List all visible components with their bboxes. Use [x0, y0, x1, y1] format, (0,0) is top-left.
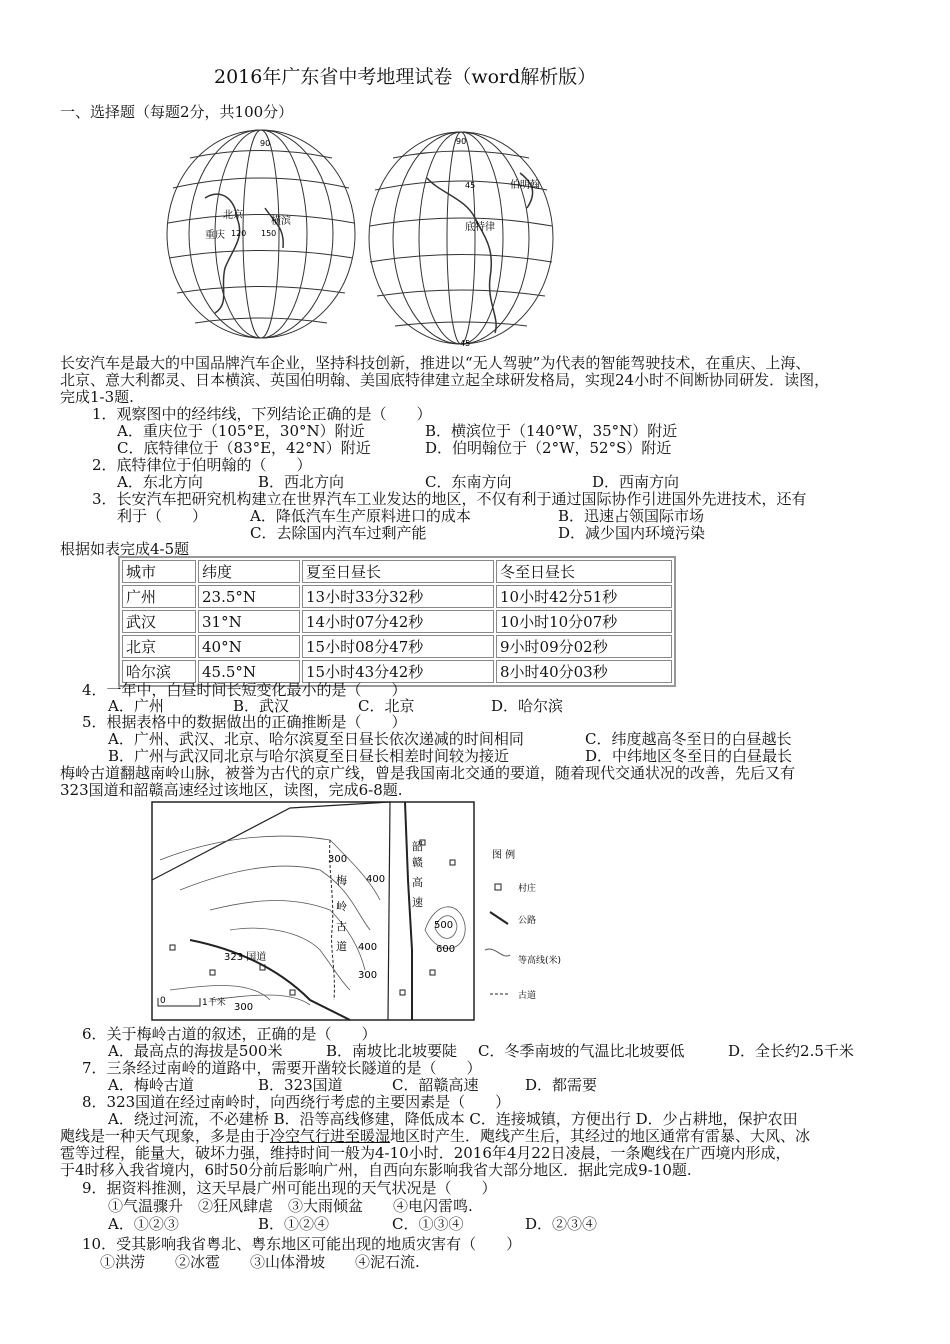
- table-cell: 广州: [122, 585, 196, 608]
- q1-option-b: B．横滨位于（140°W，35°N）附近: [425, 422, 678, 440]
- q1-option-d: D．伯明翰位于（2°W，52°S）附近: [425, 439, 672, 457]
- intro-text: 北京、意大利都灵、日本横滨、英国伯明翰、美国底特律建立起全球研发格局，实现24小时不间断协同研发．读图，: [60, 371, 830, 389]
- question-6-stem: 6．关于梅岭古道的叙述，正确的是（ ）: [82, 1025, 377, 1043]
- table-row: [122, 660, 672, 683]
- globe-right-label: 45: [465, 181, 476, 190]
- globe-left-label: 横滨: [271, 216, 291, 227]
- question-7-stem: 7．三条经过南岭的道路中，需要开凿较长隧道的是（ ）: [82, 1059, 482, 1077]
- intro-text: 于4时移入我省境内，6时50分前后影响广州，自西向东影响我省大部分地区．据此完成9-10题.: [60, 1161, 692, 1179]
- q10-items: ①洪涝 ②冰雹 ③山体滑坡 ④泥石流.: [100, 1253, 420, 1271]
- q9-option-b: B．①②④: [258, 1215, 330, 1233]
- contour-label: 300: [234, 1002, 254, 1013]
- globe-right-label: 底特律: [465, 222, 495, 233]
- q6-option-c: C．冬季南坡的气温比北坡要低: [478, 1042, 685, 1060]
- q4-option-b: B．武汉: [233, 697, 290, 715]
- q9-option-d: D．②③④: [525, 1215, 598, 1233]
- scale-label: 1千米: [202, 998, 226, 1008]
- table-cell: 14小时07分42秒: [302, 610, 494, 633]
- q9-option-a: A．①②③: [108, 1215, 179, 1233]
- globe-right-label: 45: [460, 339, 471, 348]
- page-title: 2016年广东省中考地理试卷（word解析版）: [214, 66, 597, 88]
- table-header: 纬度: [198, 560, 300, 583]
- legend-road: 公路: [518, 916, 537, 926]
- q1-option-a: A．重庆位于（105°E，30°N）附近: [117, 422, 365, 440]
- globe-left-label: 90: [260, 139, 271, 148]
- contour-label: 300: [358, 970, 378, 981]
- q3-option-c: C．去除国内汽车过剩产能: [250, 524, 427, 542]
- q7-option-c: C．韶赣高速: [392, 1076, 479, 1094]
- intro-text: 完成1-3题.: [60, 388, 134, 406]
- globe-left-label: 北京: [223, 210, 243, 221]
- q5-option-d: D．中纬地区冬至日的白昼最长: [585, 747, 793, 765]
- intro-text-part: 地区时产生．飑线产生后，其经过的地区通常有雷暴、大风、冰: [390, 1127, 811, 1145]
- table-cell: 13小时33分32秒: [302, 585, 494, 608]
- q1-option-c: C．底特律位于（83°E，42°N）附近: [117, 439, 371, 457]
- globe-left-label: 120: [231, 229, 247, 238]
- highway-label: 韶: [412, 840, 423, 853]
- intro-text-underlined: 冷空气行进至暖湿: [270, 1127, 391, 1145]
- highway-label: 高: [412, 876, 423, 889]
- table-cell: 45.5°N: [198, 660, 300, 683]
- globe-right-label: 伯明翰: [510, 180, 540, 191]
- table-row: [122, 610, 672, 633]
- q2-option-d: D．西南方向: [592, 473, 680, 491]
- globes-figure: [165, 128, 585, 350]
- q2-option-b: B．西北方向: [258, 473, 345, 491]
- table-cell: 8小时40分03秒: [496, 660, 672, 683]
- ancient-road-label: 梅: [336, 874, 347, 887]
- legend-title: 图 例: [492, 850, 516, 861]
- ancient-road-label: 道: [336, 940, 347, 953]
- ancient-road-label: 岭: [336, 900, 347, 913]
- table-row: [122, 635, 672, 658]
- q5-option-b: B．广州与武汉同北京与哈尔滨夏至日昼长相差时间较为接近: [108, 747, 510, 765]
- table-cell: 15小时43分42秒: [302, 660, 494, 683]
- scale-zero: 0: [160, 996, 166, 1006]
- globe-right-label: 90: [456, 137, 467, 146]
- q5-option-c: C．纬度越高冬至日的白昼越长: [585, 730, 792, 748]
- table-header: 冬至日昼长: [496, 560, 672, 583]
- contour-label: 400: [358, 942, 378, 953]
- q2-option-a: A．东北方向: [117, 473, 203, 491]
- question-10-stem: 10．受其影响我省粤北、粤东地区可能出现的地质灾害有（ ）: [82, 1235, 522, 1253]
- intro-text: [60, 1128, 810, 1145]
- q7-option-a: A．梅岭古道: [108, 1076, 194, 1094]
- table-header: 夏至日昼长: [302, 560, 494, 583]
- question-8-stem: 8．323国道在经过南岭时，向西绕行考虑的主要因素是（ ）: [82, 1093, 511, 1111]
- q4-option-c: C．北京: [358, 697, 415, 715]
- question-2-stem: 2．底特律位于伯明翰的（ ）: [92, 456, 312, 474]
- contour-label: 300: [328, 854, 348, 865]
- question-9-stem: 9．据资料推测，这天早晨广州可能出现的天气状况是（ ）: [82, 1179, 497, 1197]
- q4-option-a: A．广州: [108, 697, 164, 715]
- question-3-stem: 3．长安汽车把研究机构建立在世界汽车工业发达的地区，不仅有利于通过国际协作引进国外先进技术，还有: [92, 490, 807, 508]
- table-cell: 10小时10分07秒: [496, 610, 672, 633]
- table-cell: 31°N: [198, 610, 300, 633]
- q7-option-d: D．都需要: [525, 1076, 598, 1094]
- q6-option-d: D．全长约2.5千米: [728, 1042, 854, 1060]
- table-cell: 40°N: [198, 635, 300, 658]
- table-cell: 9小时09分02秒: [496, 635, 672, 658]
- q3-option-a: A．降低汽车生产原料进口的成本: [250, 507, 471, 525]
- q6-option-a: A．最高点的海拔是500米: [108, 1042, 283, 1060]
- q9-option-c: C．①③④: [392, 1215, 464, 1233]
- intro-text: 323国道和韶赣高速经过该地区，读图，完成6-8题.: [60, 781, 403, 799]
- road-323-label: 323 国道: [224, 952, 267, 963]
- table-cell: 武汉: [122, 610, 196, 633]
- table-cell: 北京: [122, 635, 196, 658]
- q8-options: A．绕过河流，不必建桥 B．沿等高线修建，降低成本 C．连接城镇，方便出行 D．少占耕地，保护农田: [108, 1110, 798, 1128]
- table-cell: 哈尔滨: [122, 660, 196, 683]
- intro-text: 雹等过程，能量大，破坏力强，维持时间一般为4-10小时．2016年4月22日凌晨，一条飑线在广西境内形成，: [60, 1144, 791, 1162]
- q3-option-d: D．减少国内环境污染: [558, 524, 706, 542]
- table-cell: 10小时42分51秒: [496, 585, 672, 608]
- q2-option-c: C．东南方向: [425, 473, 512, 491]
- contour-label: 400: [366, 874, 386, 885]
- q7-option-b: B．323国道: [258, 1076, 343, 1094]
- highway-label: 赣: [412, 856, 423, 869]
- table-header: 城市: [122, 560, 196, 583]
- section-heading: 一、选择题（每题2分，共100分）: [60, 103, 294, 121]
- ancient-road-label: 古: [336, 920, 347, 933]
- intro-text: 长安汽车是最大的中国品牌汽车企业，坚持科技创新，推进以“无人驾驶”为代表的智能驾驶技术，在重庆、上海、: [60, 354, 811, 372]
- question-1-stem: 1．观察图中的经纬线，下列结论正确的是（ ）: [92, 405, 432, 423]
- q9-items: ①气温骤升 ②狂风肆虐 ③大雨倾盆 ④电闪雷鸣.: [108, 1197, 473, 1215]
- highway-label: 速: [412, 896, 423, 909]
- table-cell: 15小时08分47秒: [302, 635, 494, 658]
- q4-option-d: D．哈尔滨: [491, 697, 564, 715]
- legend-ancient-road: 古道: [518, 991, 537, 1001]
- q6-option-b: B．南坡比北坡要陡: [326, 1042, 458, 1060]
- q5-option-a: A．广州、武汉、北京、哈尔滨夏至日昼长依次递减的时间相同: [108, 730, 524, 748]
- question-3-stem-cont: 利于（ ）: [117, 507, 208, 525]
- contour-label: 500: [434, 920, 454, 931]
- table-header-row: [122, 560, 672, 583]
- question-5-stem: 5．根据表格中的数据做出的正确推断是（ ）: [82, 713, 407, 731]
- globe-left-label: 重庆: [205, 230, 225, 241]
- question-4-stem: 4．一年中，白昼时间长短变化最小的是（ ）: [82, 681, 407, 699]
- intro-text: 梅岭古道翻越南岭山脉，被誉为古代的京广线，曾是我国南北交通的要道，随着现代交通状况的改善，先后又有: [60, 764, 796, 782]
- intro-text: 根据如表完成4-5题: [60, 540, 190, 558]
- contour-map: [150, 800, 562, 1022]
- legend-village: 村庄: [518, 884, 537, 894]
- legend-contour: 等高线(米): [518, 956, 562, 966]
- table-cell: 23.5°N: [198, 585, 300, 608]
- globe-left-label: 150: [261, 229, 277, 238]
- right-globe: [369, 132, 553, 344]
- q3-option-b: B．迅速占领国际市场: [558, 507, 705, 525]
- table-row: [122, 585, 672, 608]
- intro-text-part: 飑线是一种天气现象，多是由于: [60, 1127, 271, 1145]
- contour-label: 600: [436, 944, 456, 955]
- daylength-table: [118, 556, 676, 687]
